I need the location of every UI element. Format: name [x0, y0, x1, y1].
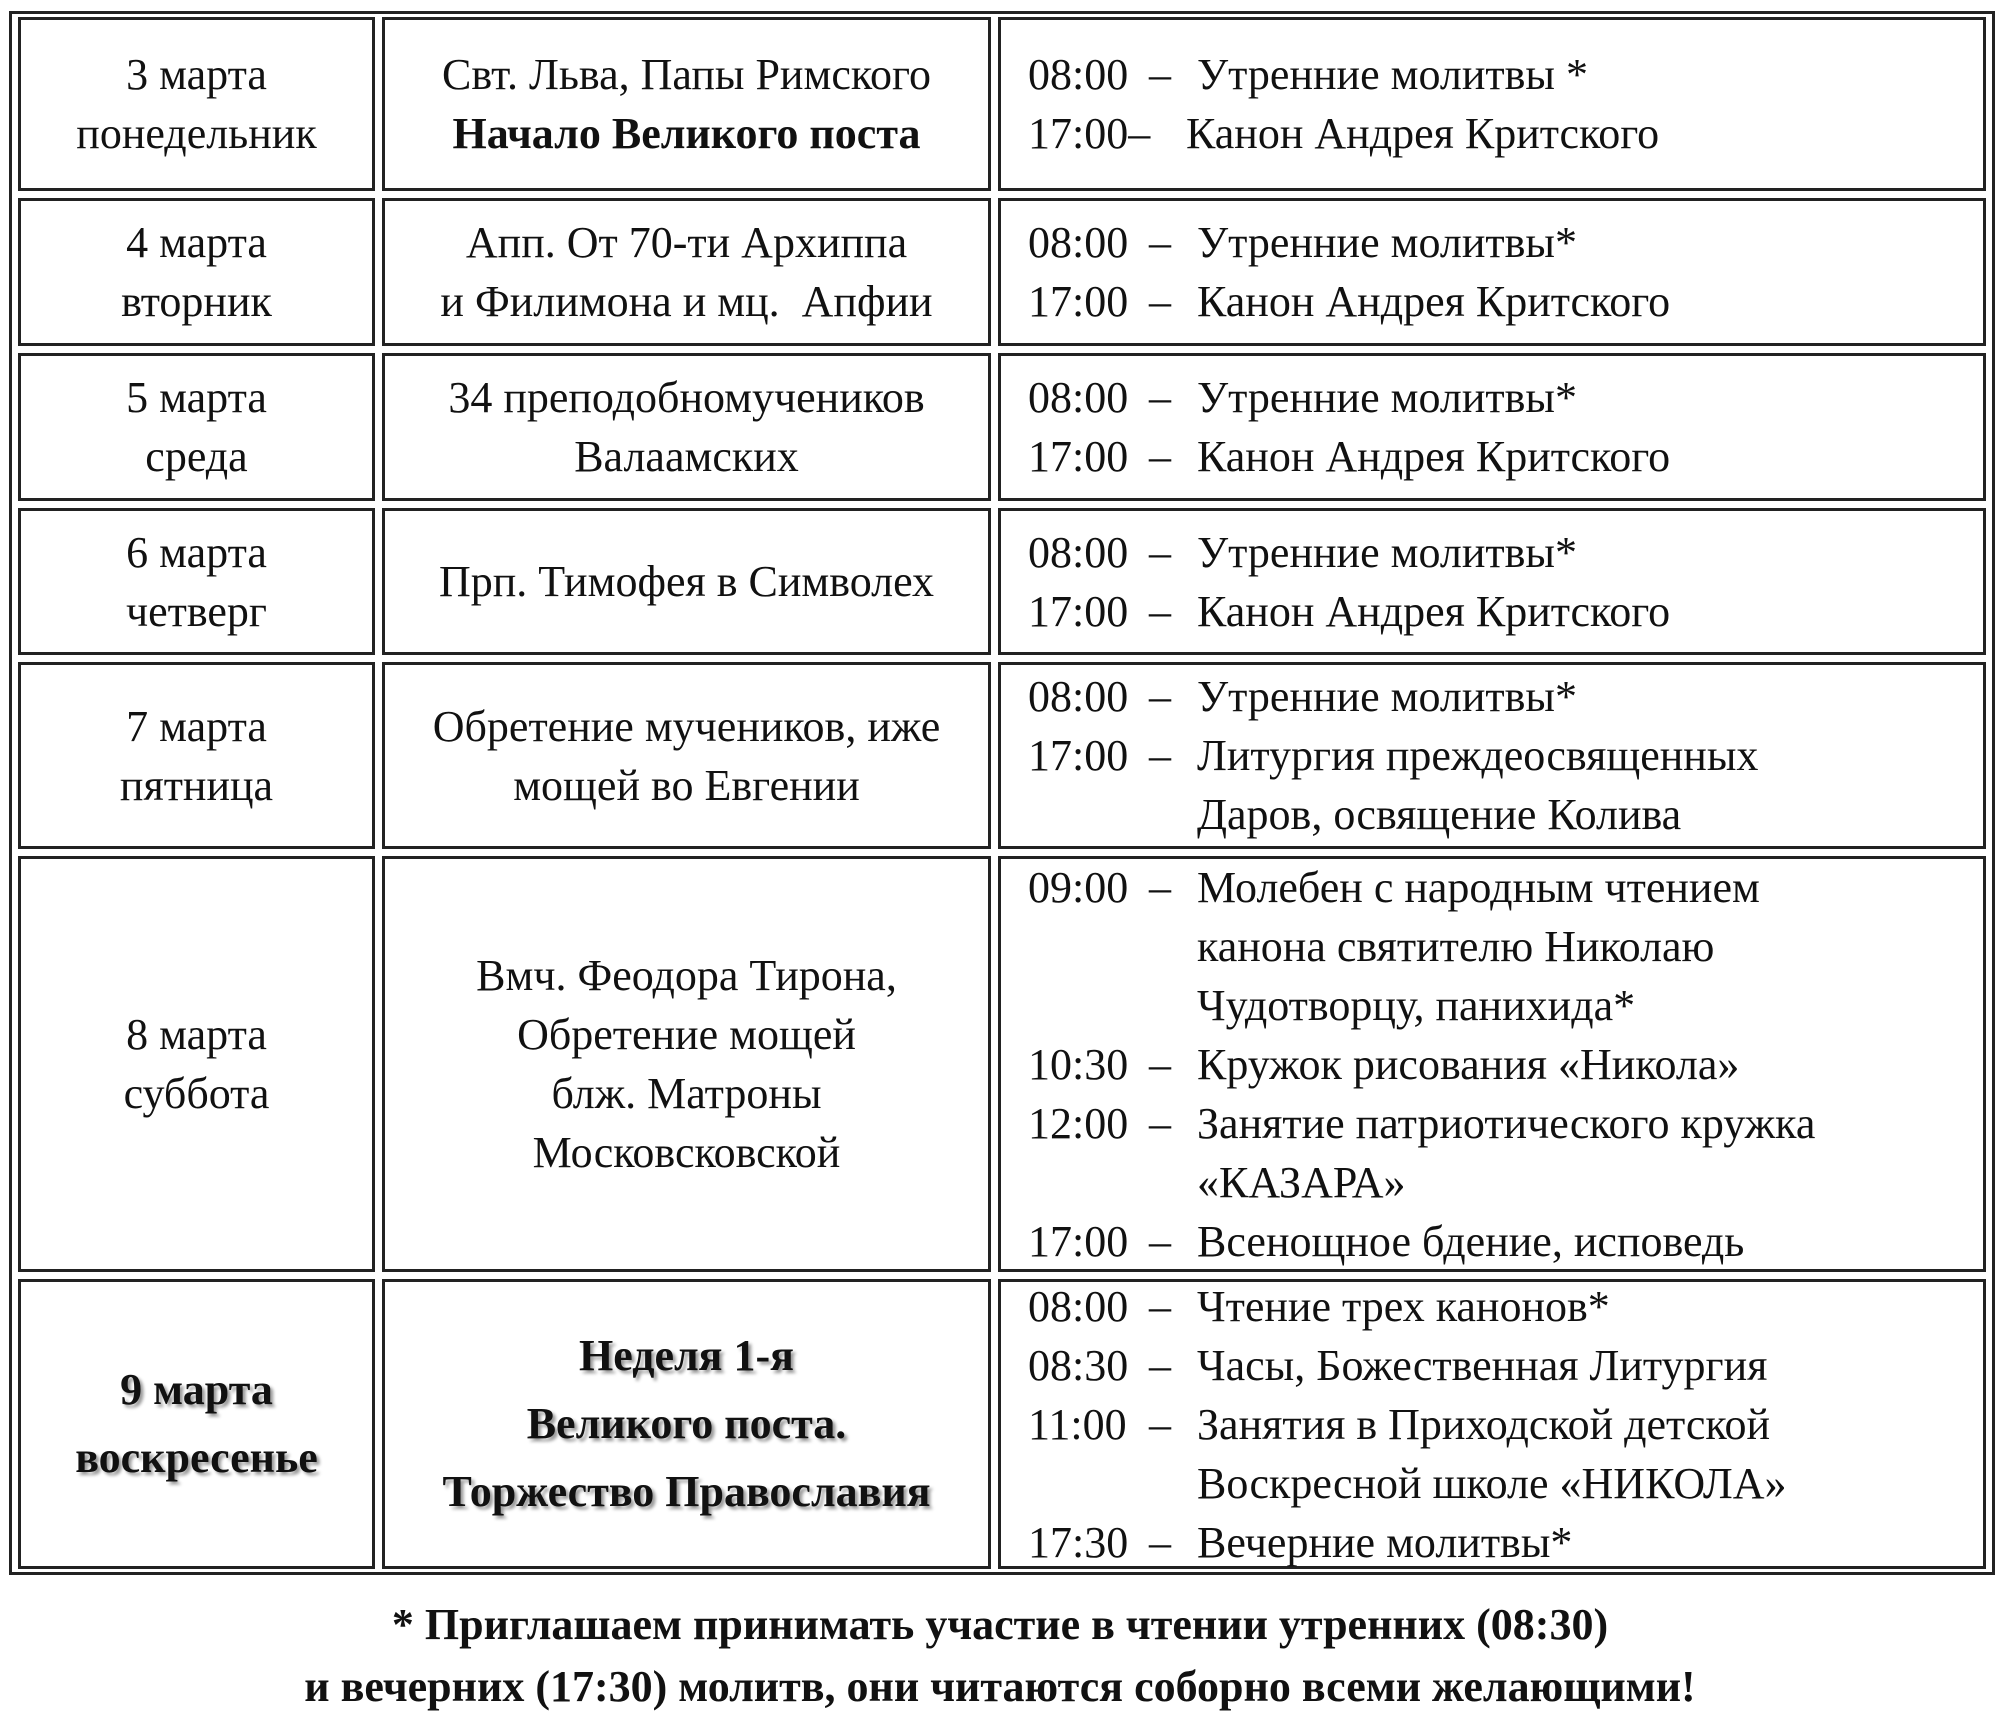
service-text: Литургия преждеосвященных: [1197, 731, 1759, 780]
dash: –: [1149, 731, 1171, 780]
dash: –: [1149, 586, 1171, 636]
service-entry: [1028, 667, 1983, 726]
service-time: 08:00: [1028, 672, 1129, 721]
service-text: Кружок рисования «Никола»: [1197, 1039, 1740, 1089]
service-text: Канон Андрея Критского: [1197, 586, 1671, 636]
date-cell: [18, 198, 375, 346]
service-time: 08:00: [1028, 1281, 1129, 1331]
table-row: [18, 1279, 1986, 1569]
dash: –: [1149, 373, 1171, 422]
saint-line: Свт. Льва, Папы Римского: [442, 50, 931, 99]
services-cell: [998, 1279, 1986, 1569]
saint-cell: [382, 508, 991, 655]
schedule-table: [9, 11, 1995, 1575]
weekday-label: понедельник: [76, 109, 317, 158]
service-entry: [1028, 1336, 1983, 1395]
saint-line: Вмч. Феодора Тирона,: [476, 951, 897, 1000]
dash: –: [1149, 50, 1171, 99]
services-cell: [998, 198, 1986, 346]
service-text: Молебен с народным чтением: [1197, 862, 1760, 912]
saint-line: Валаамских: [574, 432, 799, 481]
service-entry: [1028, 272, 1983, 331]
service-entry: [1028, 523, 1983, 582]
service-text: Занятие патриотического кружка: [1197, 1098, 1816, 1148]
saint-line: Великого поста.: [526, 1399, 847, 1448]
table-row: [18, 353, 1986, 501]
saint-line: Прп. Тимофея в Символех: [438, 557, 935, 606]
dash: –: [1149, 672, 1171, 721]
invitation-line: * Приглашаем принимать участие в чтении утренних (08:30): [391, 1600, 1609, 1649]
service-time: 08:00: [1028, 373, 1129, 422]
date-label: 3 марта: [126, 50, 267, 99]
service-text: Утренние молитвы *: [1197, 50, 1588, 99]
service-entry: [1028, 858, 1983, 917]
service-text: Канон Андрея Критского: [1186, 109, 1660, 158]
saint-line: и Филимона и мц. Апфии: [440, 277, 933, 326]
dash: –: [1149, 1399, 1171, 1449]
service-entry: [1028, 726, 1983, 785]
invitation-line: и вечерних (17:30) молитв, они читаются соборно всеми желающими!: [304, 1662, 1696, 1711]
dash: –: [1149, 432, 1171, 481]
dash: –: [1149, 527, 1171, 577]
saint-line: Московсковской: [532, 1128, 841, 1177]
date-cell: [18, 662, 375, 849]
services-cell: [998, 508, 1986, 655]
service-text: Занятия в Приходской детской: [1197, 1399, 1771, 1449]
service-time: 17:30: [1028, 1517, 1129, 1567]
service-text-continued: Чудотворцу, панихида*: [1197, 980, 1636, 1030]
service-text-continued: Воскресной школе «НИКОЛА»: [1197, 1458, 1787, 1508]
dash: –: [1149, 862, 1171, 912]
service-text: Утренние молитвы*: [1197, 373, 1577, 422]
service-time: 17:00: [1028, 731, 1129, 780]
service-entry: [1028, 368, 1983, 427]
saint-cell: [382, 856, 991, 1272]
table-row: [18, 856, 1986, 1272]
service-time: 10:30: [1028, 1039, 1129, 1089]
service-entry: [1028, 1395, 1983, 1454]
saint-line: Апп. От 70-ти Архиппа: [465, 218, 908, 267]
saint-line: блж. Матроны: [551, 1069, 822, 1118]
service-entry: [1028, 1094, 1983, 1153]
date-label: 6 марта: [126, 527, 267, 577]
table-row: [18, 198, 1986, 346]
date-cell: [18, 856, 375, 1272]
service-entry: [1028, 427, 1983, 486]
table-row: [18, 662, 1986, 849]
service-time: 11:00: [1028, 1399, 1127, 1449]
dash: –: [1149, 218, 1171, 267]
dash: –: [1149, 1216, 1171, 1266]
service-time: 08:00: [1028, 50, 1129, 99]
table-row: [18, 17, 1986, 191]
service-time: 08:30: [1028, 1340, 1129, 1390]
service-time: 08:00: [1028, 527, 1129, 577]
date-cell: [18, 508, 375, 655]
service-time: 17:00: [1028, 586, 1129, 636]
service-time: 17:00: [1028, 277, 1129, 326]
saint-line: 34 преподобномучеников: [448, 373, 925, 422]
service-text-continued: канона святителю Николаю: [1197, 921, 1715, 971]
saint-cell: [382, 1279, 991, 1569]
service-text-continued: Даров, освящение Колива: [1197, 790, 1682, 839]
date-cell: [18, 1279, 375, 1569]
invitation-note: [0, 1594, 2000, 1718]
service-entry: [1028, 104, 1983, 163]
date-label: 8 марта: [126, 1010, 267, 1059]
saint-line: Неделя 1-я: [579, 1331, 794, 1380]
service-entry: [1028, 1277, 1983, 1336]
services-cell: [998, 17, 1986, 191]
weekday-label: вторник: [121, 277, 272, 326]
service-time: 08:00: [1028, 218, 1129, 267]
service-text: Часы, Божественная Литургия: [1197, 1340, 1768, 1390]
fast-begin-label: Начало Великого поста: [452, 109, 921, 158]
saint-cell: [382, 198, 991, 346]
saint-line: Торжество Православия: [442, 1467, 931, 1516]
weekday-label: воскресенье: [75, 1433, 318, 1482]
saint-cell: [382, 353, 991, 501]
service-entry: [1028, 1212, 1983, 1271]
services-cell: [998, 662, 1986, 849]
service-text: Утренние молитвы*: [1197, 527, 1577, 577]
service-entry: [1028, 1513, 1983, 1572]
saint-line: Обретение мучеников, иже: [432, 701, 941, 751]
services-cell: [998, 856, 1986, 1272]
service-time: 12:00: [1028, 1098, 1129, 1148]
service-entry: [1028, 45, 1983, 104]
dash: –: [1149, 1039, 1171, 1089]
service-entry: [1028, 1035, 1983, 1094]
weekday-label: четверг: [126, 586, 267, 636]
saint-cell: [382, 662, 991, 849]
service-text-continued: «КАЗАРА»: [1197, 1157, 1406, 1207]
service-time: 17:00: [1028, 1216, 1129, 1266]
date-label: 5 марта: [126, 373, 267, 422]
service-time: 17:00–: [1028, 109, 1151, 158]
service-time: 17:00: [1028, 432, 1129, 481]
dash: –: [1149, 1517, 1171, 1567]
weekday-label: пятница: [119, 760, 274, 810]
weekday-label: среда: [145, 432, 248, 481]
dash: –: [1149, 1098, 1171, 1148]
date-label: 9 марта: [120, 1365, 273, 1414]
services-cell: [998, 353, 1986, 501]
date-label: 7 марта: [126, 701, 267, 751]
dash: –: [1149, 277, 1171, 326]
dash: –: [1149, 1281, 1171, 1331]
service-text: Канон Андрея Критского: [1197, 277, 1671, 326]
service-time: 09:00: [1028, 862, 1129, 912]
service-text: Канон Андрея Критского: [1197, 432, 1671, 481]
saint-line: мощей во Евгении: [513, 760, 860, 810]
saint-line: Обретение мощей: [517, 1010, 856, 1059]
service-text: Чтение трех канонов*: [1197, 1281, 1610, 1331]
dash: –: [1149, 1340, 1171, 1390]
service-text: Всенощное бдение, исповедь: [1197, 1216, 1745, 1266]
service-entry: [1028, 213, 1983, 272]
saint-cell: [382, 17, 991, 191]
service-text: Вечерние молитвы*: [1197, 1517, 1573, 1567]
date-cell: [18, 353, 375, 501]
date-label: 4 марта: [126, 218, 267, 267]
weekday-label: суббота: [123, 1069, 270, 1118]
table-row: [18, 508, 1986, 655]
service-text: Утренние молитвы*: [1197, 672, 1577, 721]
service-text: Утренние молитвы*: [1197, 218, 1577, 267]
service-entry: [1028, 582, 1983, 641]
date-cell: [18, 17, 375, 191]
